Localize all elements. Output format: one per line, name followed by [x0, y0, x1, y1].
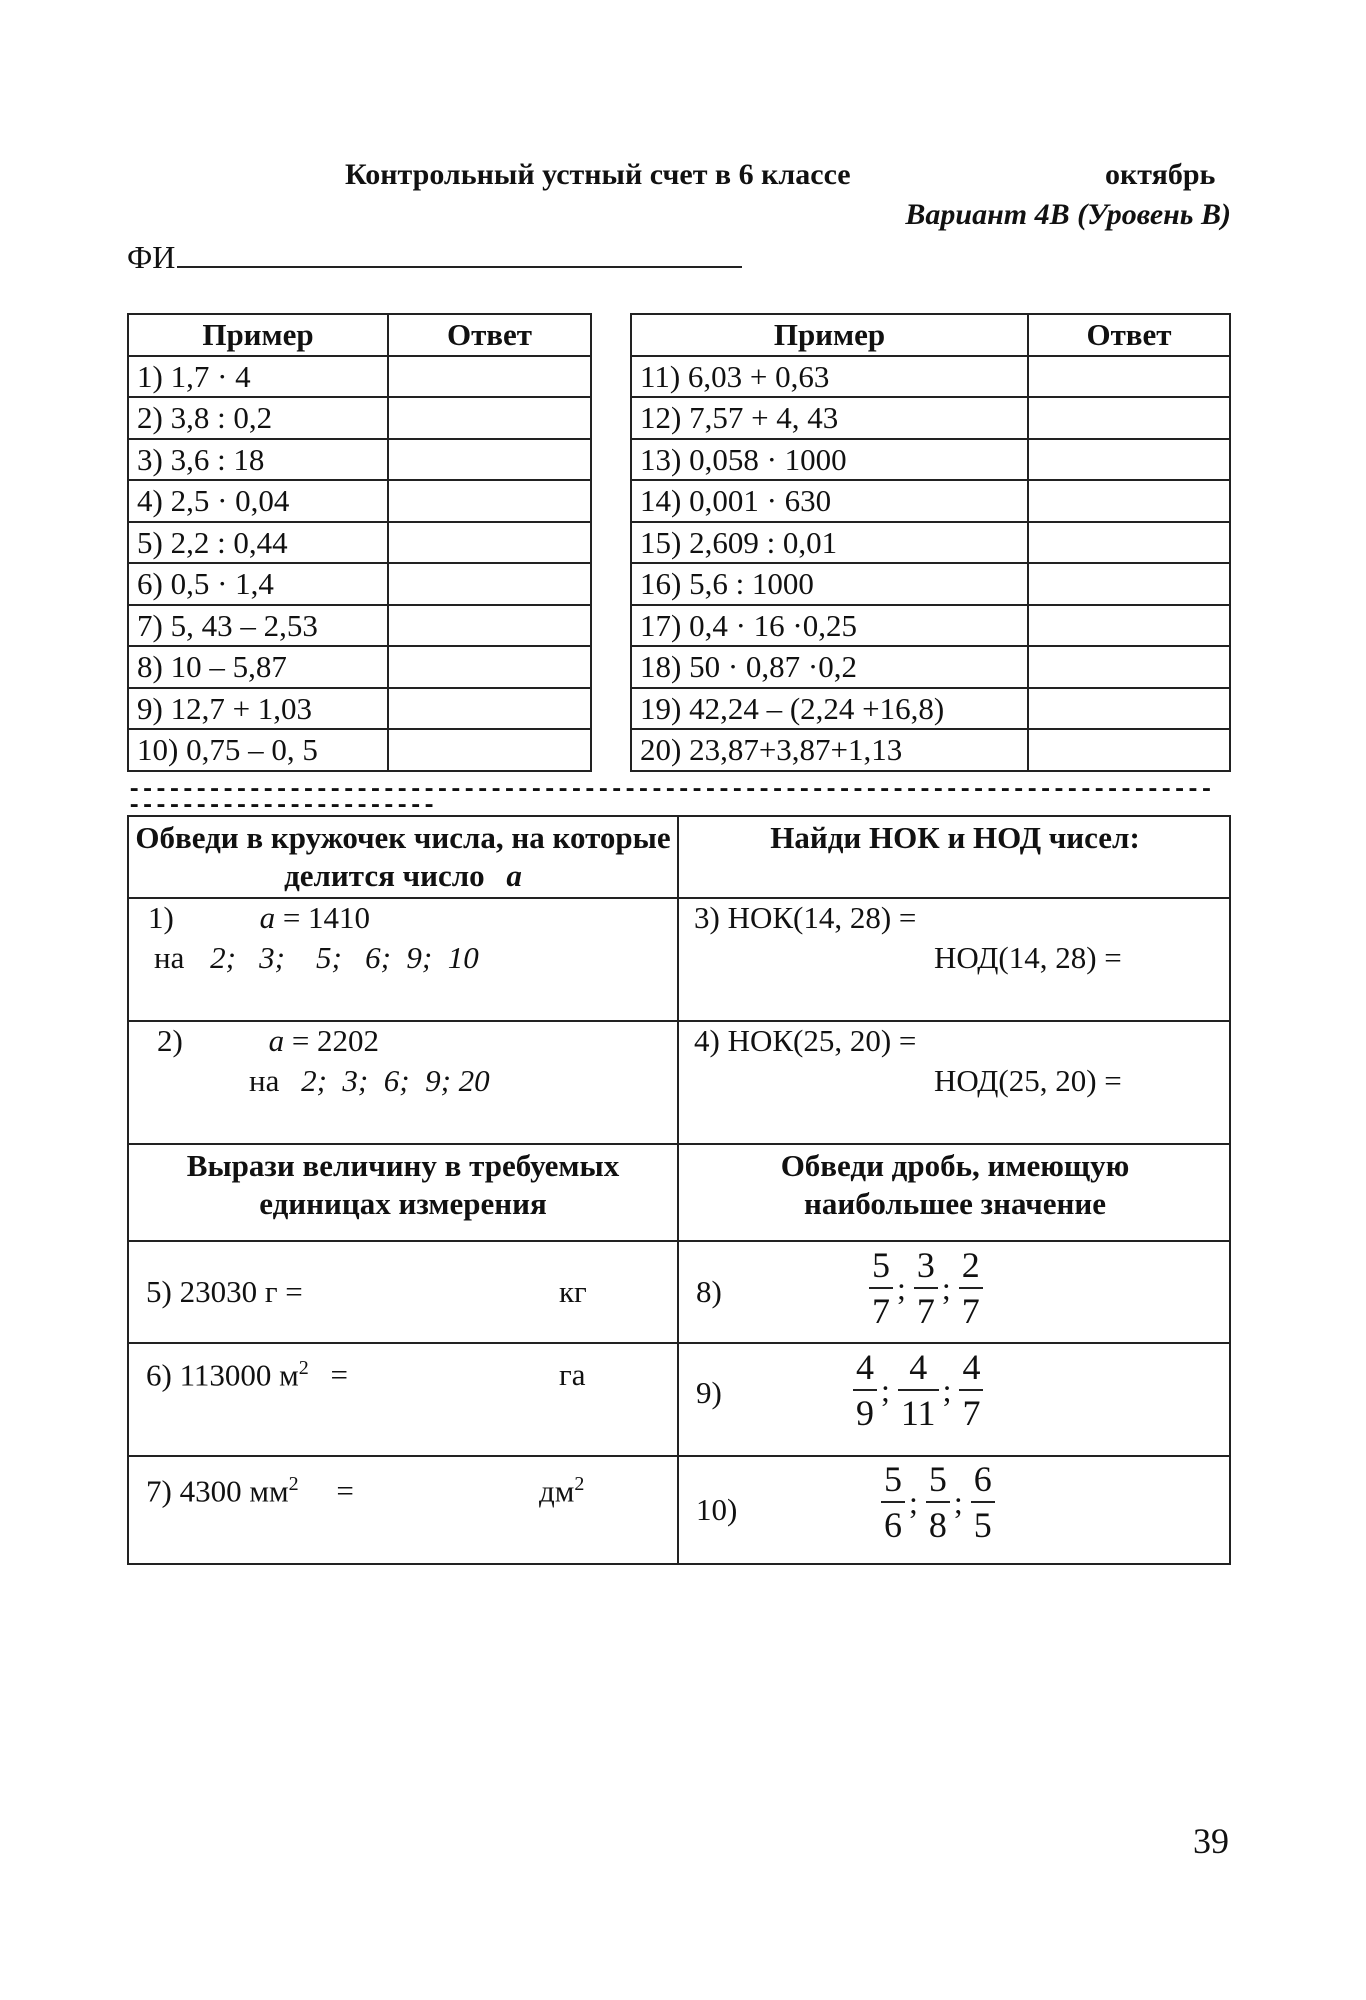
answer-cell[interactable] — [1028, 522, 1230, 564]
fraction-denominator: 7 — [916, 1291, 935, 1331]
fraction-option[interactable] — [853, 1345, 877, 1435]
exponent: 2 — [288, 1473, 299, 1495]
exercise-cell: 16) 5,6 : 1000 — [631, 563, 1028, 605]
exercise-cell: 1) 1,7 · 4 — [128, 356, 388, 398]
table-row — [631, 439, 1230, 481]
fraction-denominator: 11 — [900, 1393, 936, 1433]
answer-cell[interactable] — [1028, 729, 1230, 771]
table-row — [631, 605, 1230, 647]
answer-cell[interactable] — [388, 563, 591, 605]
answer-cell[interactable] — [1028, 646, 1230, 688]
answer-cell[interactable] — [388, 397, 591, 439]
fraction-separator: ; — [897, 1269, 906, 1306]
task-number: 2) — [157, 1023, 183, 1058]
options-prefix: на — [154, 940, 185, 975]
divisibility-header — [129, 819, 677, 895]
exercise-cell: 6) 0,5 · 1,4 — [128, 563, 388, 605]
task-number: 1) — [148, 900, 174, 935]
grid-divider — [129, 1143, 1229, 1145]
divisibility-task-2 — [157, 1023, 379, 1059]
fraction-separator: ; — [953, 1483, 963, 1520]
exercise-cell: 2) 3,8 : 0,2 — [128, 397, 388, 439]
table-row — [128, 356, 591, 398]
divisibility-task-2-options — [249, 1063, 490, 1099]
fraction-denominator: 8 — [928, 1505, 947, 1545]
task-value: = 1410 — [275, 900, 371, 935]
tasks-grid — [127, 815, 1231, 1565]
fraction-denominator: 7 — [962, 1393, 981, 1433]
equals-sign: = — [330, 1357, 349, 1393]
fraction-option[interactable] — [959, 1345, 983, 1435]
table-row — [631, 646, 1230, 688]
exponent: 2 — [574, 1473, 585, 1495]
exercise-cell: 3) 3,6 : 18 — [128, 439, 388, 481]
divisibility-task-1 — [148, 900, 370, 936]
divisor-options[interactable]: 2; 3; 5; 6; 9; 10 — [210, 940, 479, 975]
exercise-cell: 19) 42,24 – (2,24 +16,8) — [631, 688, 1028, 730]
fractions-header: Обведи дробь, имеющую наибольшее значение — [780, 1148, 1130, 1221]
exercise-cell: 7) 5, 43 – 2,53 — [128, 605, 388, 647]
units-task-5: 5) 23030 г = — [146, 1274, 303, 1309]
divisibility-header-text: Обведи в кружочек числа, на которые делится число — [135, 820, 671, 893]
answer-cell[interactable] — [388, 439, 591, 481]
exponent: 2 — [298, 1357, 309, 1379]
units-task-6-unit: га — [559, 1357, 586, 1392]
fraction-option[interactable] — [898, 1345, 939, 1435]
units-task-7-unit — [539, 1473, 584, 1509]
grid-divider — [129, 897, 1229, 899]
units-task-6 — [146, 1357, 348, 1393]
answer-cell[interactable] — [388, 605, 591, 647]
table-header-row — [128, 314, 591, 356]
name-field-line[interactable] — [177, 236, 742, 268]
fraction-option[interactable] — [926, 1457, 950, 1547]
grid-divider — [129, 1342, 1229, 1344]
equals-sign: = — [336, 1473, 354, 1509]
exercise-cell: 20) 23,87+3,87+1,13 — [631, 729, 1028, 771]
table-row — [128, 729, 591, 771]
table-row — [128, 439, 591, 481]
table-row — [631, 480, 1230, 522]
table-row — [128, 522, 591, 564]
month-label: октябрь — [1105, 158, 1216, 191]
answer-cell[interactable] — [1028, 688, 1230, 730]
answer-cell[interactable] — [388, 729, 591, 771]
task-variable: a — [259, 900, 276, 935]
nod-task-4: НОД(25, 20) = — [934, 1063, 1122, 1098]
grid-divider-vertical — [677, 817, 679, 1563]
task-value: = 2202 — [284, 1023, 380, 1058]
unit-label: дм — [539, 1473, 575, 1509]
fraction-numerator: 6 — [971, 1457, 995, 1503]
answer-cell[interactable] — [1028, 439, 1230, 481]
fraction-numerator: 3 — [914, 1243, 938, 1289]
fraction-numerator: 5 — [869, 1243, 893, 1289]
fractions-task-10-number: 10) — [696, 1492, 738, 1527]
fractions-task-8 — [869, 1243, 983, 1333]
answer-cell[interactable] — [1028, 563, 1230, 605]
units-task-5-unit: кг — [559, 1274, 587, 1309]
exercise-table-right — [630, 313, 1231, 772]
exercise-cell: 4) 2,5 · 0,04 — [128, 480, 388, 522]
exercise-cell: 9) 12,7 + 1,03 — [128, 688, 388, 730]
task-variable: a — [268, 1023, 285, 1058]
units-value: 6) 113000 м — [146, 1357, 299, 1393]
exercise-cell: 13) 0,058 · 1000 — [631, 439, 1028, 481]
grid-divider — [129, 1240, 1229, 1242]
fraction-separator: ; — [942, 1371, 952, 1408]
page-number: 39 — [1193, 1821, 1229, 1861]
table-row — [128, 397, 591, 439]
fraction-denominator: 5 — [973, 1505, 992, 1545]
answer-cell[interactable] — [388, 646, 591, 688]
table-row — [631, 356, 1230, 398]
units-header: Вырази величину в требуемых единицах измерения — [186, 1148, 620, 1221]
fraction-denominator: 9 — [856, 1393, 874, 1433]
table-row — [631, 729, 1230, 771]
fraction-option[interactable] — [881, 1457, 905, 1547]
exercise-cell: 14) 0,001 · 630 — [631, 480, 1028, 522]
table-row — [128, 480, 591, 522]
exercise-cell: 17) 0,4 · 16 ·0,25 — [631, 605, 1028, 647]
fraction-numerator: 5 — [881, 1457, 905, 1503]
answer-cell[interactable] — [1028, 356, 1230, 398]
table-row — [631, 397, 1230, 439]
fraction-separator: ; — [941, 1269, 951, 1306]
table-row — [128, 688, 591, 730]
nok-task-4: 4) НОК(25, 20) = — [694, 1023, 917, 1058]
column-header-example: Пример — [631, 314, 1028, 356]
variant-label: Вариант 4В (Уровень В) — [905, 198, 1231, 231]
worksheet-title: Контрольный устный счет в 6 классе — [345, 158, 851, 191]
table-row — [128, 605, 591, 647]
table-row — [128, 563, 591, 605]
table-row — [631, 688, 1230, 730]
column-header-example: Пример — [128, 314, 388, 356]
fraction-denominator: 7 — [961, 1291, 980, 1331]
grid-divider — [129, 1455, 1229, 1457]
exercise-cell: 18) 50 · 0,87 ·0,2 — [631, 646, 1028, 688]
answer-cell[interactable] — [1028, 605, 1230, 647]
cut-line: -------------------------------------------------------------------------------------------------------- — [127, 777, 1213, 820]
table-row — [128, 646, 591, 688]
units-value: 7) 4300 мм — [146, 1473, 289, 1509]
divisibility-task-1-options — [154, 940, 479, 976]
exercise-cell: 15) 2,609 : 0,01 — [631, 522, 1028, 564]
column-header-answer: Ответ — [388, 314, 591, 356]
fraction-numerator: 2 — [959, 1243, 983, 1289]
column-header-answer: Ответ — [1028, 314, 1230, 356]
fraction-numerator: 4 — [853, 1345, 877, 1391]
exercise-table-left — [127, 313, 592, 772]
answer-cell[interactable] — [1028, 480, 1230, 522]
exercise-cell: 8) 10 – 5,87 — [128, 646, 388, 688]
divisibility-header-variable: a — [506, 858, 522, 893]
fractions-task-9 — [853, 1345, 983, 1435]
exercise-cell: 11) 6,03 + 0,63 — [631, 356, 1028, 398]
exercise-cell: 5) 2,2 : 0,44 — [128, 522, 388, 564]
fraction-denominator: 6 — [884, 1505, 902, 1545]
fraction-numerator: 4 — [959, 1345, 983, 1391]
fraction-option[interactable] — [914, 1243, 938, 1333]
answer-cell[interactable] — [388, 688, 591, 730]
name-field-label: ФИ — [127, 239, 176, 275]
answer-cell[interactable] — [388, 356, 591, 398]
answer-cell[interactable] — [388, 480, 591, 522]
fractions-task-9-number: 9) — [696, 1375, 722, 1410]
fraction-denominator: 7 — [872, 1291, 890, 1331]
options-prefix: на — [249, 1063, 280, 1098]
fraction-option[interactable] — [971, 1457, 995, 1547]
table-row — [631, 563, 1230, 605]
fraction-numerator: 4 — [898, 1345, 939, 1391]
name-field — [127, 236, 742, 276]
fraction-numerator: 5 — [926, 1457, 950, 1503]
nok-task-3: 3) НОК(14, 28) = — [694, 900, 917, 935]
table-row — [631, 522, 1230, 564]
answer-cell[interactable] — [388, 522, 591, 564]
table-header-row — [631, 314, 1230, 356]
fractions-task-8-number: 8) — [696, 1274, 722, 1309]
fractions-task-10 — [881, 1457, 995, 1547]
units-task-7 — [146, 1473, 354, 1509]
exercise-cell: 12) 7,57 + 4, 43 — [631, 397, 1028, 439]
nok-nod-header: Найди НОК и НОД чисел: — [770, 820, 1140, 855]
grid-divider — [129, 1020, 1229, 1022]
exercise-cell: 10) 0,75 – 0, 5 — [128, 729, 388, 771]
divisor-options[interactable]: 2; 3; 6; 9; 20 — [301, 1063, 490, 1098]
answer-cell[interactable] — [1028, 397, 1230, 439]
nod-task-3: НОД(14, 28) = — [934, 940, 1122, 975]
fraction-option[interactable] — [869, 1243, 893, 1333]
fraction-separator: ; — [909, 1483, 918, 1520]
fraction-separator: ; — [881, 1371, 890, 1408]
fraction-option[interactable] — [959, 1243, 983, 1333]
